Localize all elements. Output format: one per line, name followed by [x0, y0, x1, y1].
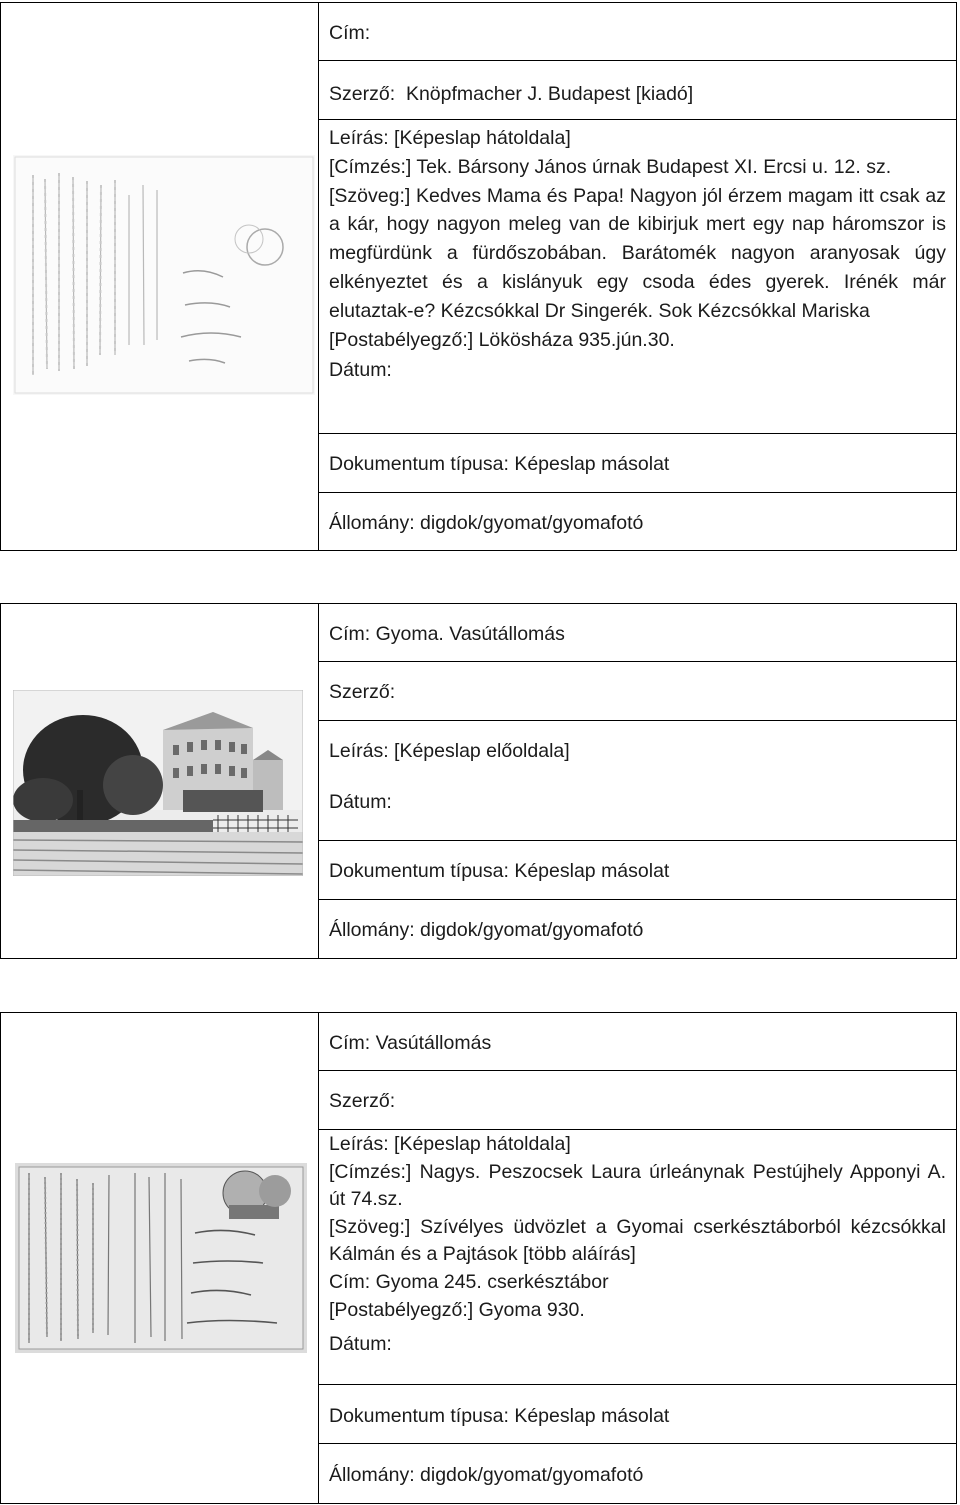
description-label: Leírás: [Képeslap előoldala]: [329, 740, 570, 762]
doctype-field: Dokumentum típusa: Képeslap másolat: [329, 860, 670, 882]
title-field: Cím: Gyoma. Vasútállomás: [329, 623, 565, 645]
title-row: [319, 604, 956, 662]
postmark-text: [Postabélyegző:] Lökösháza 935.jún.30.: [329, 328, 675, 351]
doctype-row: [319, 841, 956, 900]
postcard-back-photo[interactable]: [13, 155, 315, 395]
description-row: [319, 1130, 956, 1385]
photo-cell: [1, 604, 319, 958]
author-row: [319, 1071, 956, 1130]
date-field: Dátum:: [329, 1333, 392, 1356]
postcard-back-photo[interactable]: [15, 1163, 307, 1353]
title-field: Cím: Vasútállomás: [329, 1032, 492, 1054]
collection-field: Állomány: digdok/gyomat/gyomafotó: [329, 1464, 644, 1486]
date-field: Dátum:: [329, 791, 392, 813]
doctype-field: Dokumentum típusa: Képeslap másolat: [329, 1405, 670, 1427]
message-text: [Szöveg:] Kedves Mama és Papa! Nagyon jól érzem magam itt csak az a kár, hogy nagyon meleg van de kibirjuk mert egy nap háromszor is megfürdünk a fürdőszobában. Barátomék nagyon aranyosak úgy elkényeztet és a kislányuk egy csoda édes gyerek. Irénék már elutaztak-e? Kézcsókkal Dr Singerék. Sok Kézcsókkal Mariska: [329, 184, 946, 322]
address-text: [Címzés:] Nagys. Peszocsek Laura úrleánynak Pestújhely Apponyi A. út 74.sz.: [329, 1160, 946, 1211]
date-field: Dátum:: [329, 359, 392, 382]
title-row: [319, 1013, 956, 1071]
address-text: [Címzés:] Tek. Bársony János úrnak Budapest XI. Ercsi u. 12. sz.: [329, 155, 892, 178]
message-text: [Szöveg:] Szívélyes üdvözlet a Gyomai cserkésztáborból kézcsókkal Kálmán és a Pajtások [több aláírás]: [329, 1215, 946, 1266]
collection-field: Állomány: digdok/gyomat/gyomafotó: [329, 919, 644, 941]
description-label: Leírás: [Képeslap hátoldala]: [329, 127, 571, 149]
station-photo[interactable]: [13, 690, 303, 876]
description-row: [319, 721, 956, 841]
record-1: [0, 2, 957, 551]
photo-cell: [1, 3, 319, 550]
title-field: Cím:: [329, 22, 371, 44]
camp-title-text: Cím: Gyoma 245. cserkésztábor: [329, 1270, 609, 1293]
title-row: [319, 3, 956, 61]
author-field: Szerző: Knöpfmacher J. Budapest [kiadó]: [329, 83, 694, 105]
collection-row: [319, 1444, 956, 1503]
record-2: [0, 603, 957, 959]
author-row: [319, 662, 956, 721]
author-field: Szerző:: [329, 1090, 396, 1112]
description-row: [319, 120, 956, 434]
photo-cell: [1, 1013, 319, 1503]
collection-row: [319, 493, 956, 550]
postmark-text: [Postabélyegző:] Gyoma 930.: [329, 1298, 585, 1321]
author-field: Szerző:: [329, 681, 396, 703]
description-label: Leírás: [Képeslap hátoldala]: [329, 1133, 571, 1155]
doctype-field: Dokumentum típusa: Képeslap másolat: [329, 453, 670, 475]
record-3: [0, 1012, 957, 1504]
doctype-row: [319, 434, 956, 493]
collection-row: [319, 900, 956, 958]
collection-field: Állomány: digdok/gyomat/gyomafotó: [329, 512, 644, 534]
doctype-row: [319, 1385, 956, 1444]
author-row: [319, 61, 956, 120]
